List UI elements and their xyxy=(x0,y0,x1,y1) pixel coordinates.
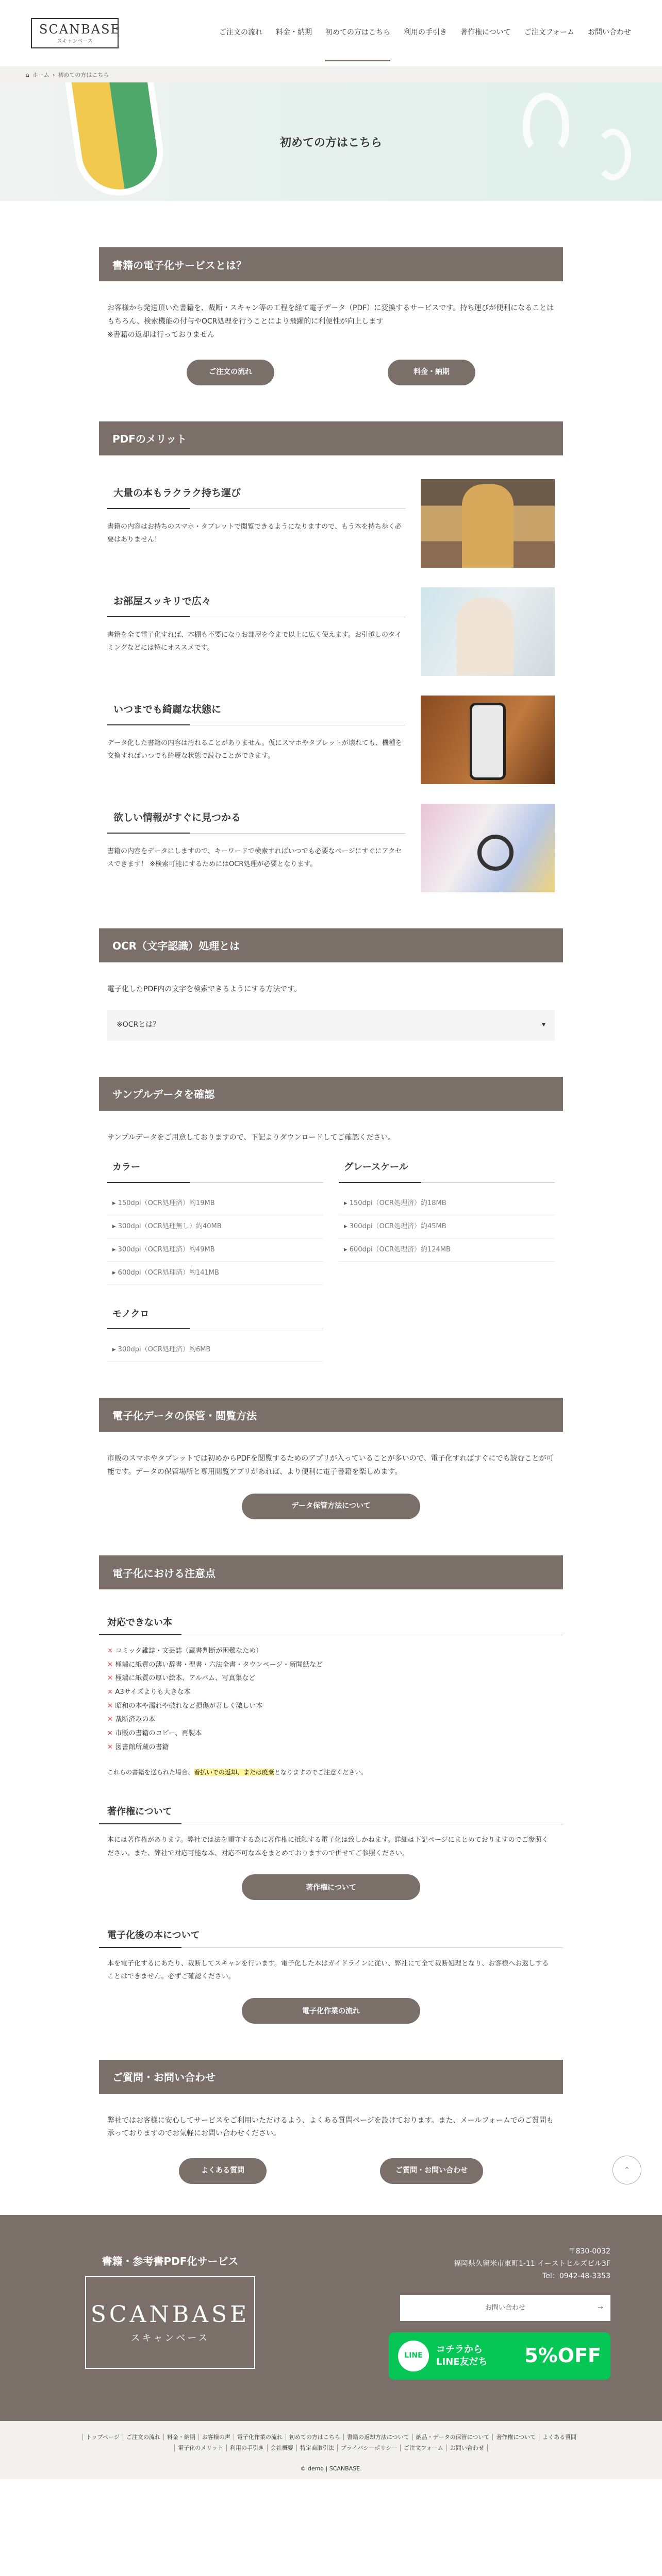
site-header xyxy=(0,0,662,67)
line-friend-banner[interactable] xyxy=(389,2332,610,2380)
logo-title: SCANBASE xyxy=(39,22,121,37)
breadcrumb-current: 初めての方はこちら xyxy=(58,72,109,78)
storage-heading: 電子化データの保管・閲覧方法 xyxy=(99,1398,563,1432)
unable-books-list xyxy=(99,1645,563,1754)
data-storage-button[interactable]: データ保管方法について xyxy=(242,1494,420,1519)
list-item: ✕ 図書館所蔵の書籍 xyxy=(107,1741,563,1755)
line-text-1: コチラから xyxy=(436,2344,483,2355)
return-warning: これらの書籍を送られた場合、着払いでの返却、または廃棄となりますのでご注意ください。 xyxy=(107,1769,368,1776)
merit-text: 書籍の内容はお持ちのスマホ・タブレットで閲覧できるようになりますので、もう本を持ち歩く必要はありません！ xyxy=(107,522,402,544)
list-item: ✕ コミック雑誌・文芸誌（蔵書判断が困難なため） xyxy=(107,1645,563,1658)
chevron-up-icon: ⌃ xyxy=(623,2165,631,2175)
download-link[interactable]: ▸ 150dpi（OCR処理済）約18MB xyxy=(339,1192,555,1215)
line-discount: 5%OFF xyxy=(524,2344,601,2367)
merit-photo-room xyxy=(421,587,555,676)
merit-text: 書籍を全て電子化すれば、本棚も不要になりお部屋を今まで以上に広く使えます。お引越しのタイミングなどには特にオススメです。 xyxy=(107,631,402,652)
merit-photo-search xyxy=(421,804,555,892)
storage-description: 市販のスマホやタブレットでは初めからPDFを閲覧するためのアプリが入っていることが多いので、電子化すればすぐにでも読むことが可能です。データの保管場所と専用閲覧アプリがあれば、より便利に電子書籍を楽しめます。 xyxy=(107,1454,554,1477)
merit-item xyxy=(107,587,555,676)
footer-contact-link[interactable] xyxy=(400,2295,610,2321)
footer-link[interactable]: 特定商取引法 xyxy=(296,2445,337,2451)
nav-price[interactable]: 料金・納期 xyxy=(275,28,312,37)
chevron-down-icon: ▾ xyxy=(541,1020,545,1029)
download-link[interactable]: ▸ 600dpi（OCR処理済）約141MB xyxy=(107,1262,323,1285)
sample-heading: サンプルデータを確認 xyxy=(99,1077,563,1111)
footer-link[interactable]: お問い合わせ xyxy=(446,2445,488,2451)
sample-color-list xyxy=(107,1192,323,1285)
footer-address: 福岡県久留米市東町1-11 イーストヒルズビル3F xyxy=(453,2260,610,2268)
nav-order-form[interactable]: ご注文フォーム xyxy=(524,28,574,37)
nav-first-time[interactable]: 初めての方はこちら xyxy=(325,5,390,61)
warning-highlight: 着払いでの返却、または廃棄 xyxy=(194,1769,275,1776)
merit-item xyxy=(107,696,555,784)
line-icon: LINE xyxy=(398,2341,429,2371)
notes-heading: 電子化における注意点 xyxy=(99,1555,563,1589)
accordion-label: ※OCRとは？ xyxy=(117,1020,160,1029)
after-digitize-description: 本を電子化するにあたり、裁断してスキャンを行います。電子化した本はガイドラインに従い、弊社にて全て裁断処理となり、お客様へお返しすることはできません。必ずご確認ください。 xyxy=(107,1959,549,1981)
download-link[interactable]: ▸ 300dpi（OCR処理済）約6MB xyxy=(107,1338,323,1362)
unable-books-heading: 対応できない本 xyxy=(99,1610,563,1635)
footer-link[interactable]: 電子化作業の流れ xyxy=(234,2434,286,2441)
list-item: ✕ 裁断済みの本 xyxy=(107,1713,563,1727)
logo-subtitle: スキャンベース xyxy=(57,39,93,44)
copyright-button[interactable]: 著作権について xyxy=(242,1874,420,1900)
ocr-section xyxy=(99,928,563,1041)
sample-mono-heading: モノクロ xyxy=(107,1306,323,1329)
footer-tel: Tel：0942-48-3353 xyxy=(542,2272,610,2280)
list-item: ✕ 市販の書籍のコピー、再製本 xyxy=(107,1727,563,1741)
footer-contact-label: お問い合わせ xyxy=(485,2303,525,2312)
footer-link[interactable]: 著作権について xyxy=(492,2434,539,2441)
footer-tagline: 書籍・参考書PDF化サービス xyxy=(102,2255,239,2268)
download-link[interactable]: ▸ 600dpi（OCR処理済）約124MB xyxy=(339,1239,555,1262)
merit-heading: いつまでも綺麗な状態に xyxy=(107,696,405,725)
sample-color-heading: カラー xyxy=(107,1159,323,1182)
ocr-heading: OCR（文字認識）処理とは xyxy=(99,928,563,962)
ocr-description: 電子化したPDF内の文字を検索できるようにする方法です。 xyxy=(107,985,302,993)
footer-links xyxy=(0,2421,662,2461)
hero-banner xyxy=(0,82,662,201)
contact-section xyxy=(99,2060,563,2184)
back-to-top-button[interactable] xyxy=(613,2156,641,2184)
service-heading: 書籍の電子化サービスとは？ xyxy=(99,247,563,281)
sample-description: サンプルデータをご用意しておりますので、下記よりダウンロードしてご確認ください。 xyxy=(107,1133,395,1142)
download-link[interactable]: ▸ 150dpi（OCR処理済）約19MB xyxy=(107,1192,323,1215)
merits-section xyxy=(99,421,563,892)
digitize-flow-button[interactable]: 電子化作業の流れ xyxy=(242,1998,420,2024)
nav-guide[interactable]: 利用の手引き xyxy=(403,28,447,37)
merit-text: データ化した書籍の内容は汚れることがありません。仮にスマホやタブレットが壊れても、機種を交換すればいつでも綺麗な状態で読むことができます。 xyxy=(107,739,402,760)
footer-link[interactable]: 書籍の返却方法について xyxy=(343,2434,412,2441)
breadcrumb-home[interactable]: ホーム xyxy=(32,72,49,78)
page-title: 初めての方はこちら xyxy=(279,136,382,149)
site-footer xyxy=(0,2215,662,2479)
faq-button[interactable]: よくある質問 xyxy=(179,2158,267,2184)
merits-heading: PDFのメリット xyxy=(99,421,563,455)
copyright: © demo | SCANBASE. xyxy=(0,2461,662,2479)
footer-link[interactable]: 会社概要 xyxy=(267,2445,296,2451)
sample-gray-heading: グレースケール xyxy=(339,1159,555,1182)
merit-photo-books xyxy=(421,479,555,568)
notes-section xyxy=(99,1555,563,2024)
footer-link[interactable]: 初めての方はこちら xyxy=(286,2434,343,2441)
sample-mono-list xyxy=(107,1338,323,1362)
service-description: お客様から発送頂いた書籍を、裁断・スキャン等の工程を経て電子データ（PDF）に変換するサービスです。持ち運びが便利になることはもちろん、検索機能の付与やOCR処理を行うことにより飛躍的に利便性が向上します xyxy=(107,304,554,326)
download-link[interactable]: ▸ 300dpi（OCR処理無し）約40MB xyxy=(107,1215,323,1239)
order-flow-button[interactable]: ご注文の流れ xyxy=(187,360,274,385)
main-content xyxy=(99,201,563,2184)
sample-gray-list xyxy=(339,1192,555,1262)
footer-zip: 〒830-0032 xyxy=(568,2247,610,2256)
footer-link[interactable]: よくある質問 xyxy=(539,2434,580,2441)
nav-copyright[interactable]: 著作権について xyxy=(460,28,511,37)
nav-order-flow[interactable]: ご注文の流れ xyxy=(219,28,262,37)
list-item: ✕ 極端に紙質の薄い辞書・聖書・六法全書・タウンページ・新聞紙など xyxy=(107,1658,563,1672)
service-section xyxy=(99,247,563,385)
merit-item xyxy=(107,804,555,892)
footer-logo-subtitle: スキャンベース xyxy=(130,2332,210,2344)
line-text-2: LINE友だち xyxy=(436,2356,488,2367)
footer-link[interactable]: プライバシーポリシー xyxy=(337,2445,400,2451)
merit-heading: お部屋スッキリで広々 xyxy=(107,587,405,617)
contact-heading: ご質問・お問い合わせ xyxy=(99,2060,563,2094)
footer-link[interactable]: 利用の手引き xyxy=(226,2445,267,2451)
after-digitize-heading: 電子化後の本について xyxy=(99,1923,563,1948)
service-note: ※書籍の返却は行っておりません xyxy=(107,330,214,339)
arrow-right-icon: → xyxy=(598,2303,603,2312)
breadcrumb xyxy=(0,67,662,82)
merit-text: 書籍の内容をデータにしますので、キーワードで検索すればいつでも必要なページにすぐにアクセスできます！ ※検索可能にするためにはOCR処理が必要となります。 xyxy=(107,847,402,869)
footer-link[interactable]: 納品・データの保管について xyxy=(412,2434,493,2441)
download-link[interactable]: ▸ 300dpi（OCR処理済）約45MB xyxy=(339,1215,555,1239)
copyright-description: 本には著作権があります。弊社では法を順守する為に著作権に抵触する電子化は致しかねます。詳細は下記ページにまとめておりますのでご参照ください。また、弊社で対応可能な本、対応不可な本をまとめておりますので併せてご参照ください。 xyxy=(107,1836,549,1857)
list-item: ✕ 昭和の本や濡れや破れなど損傷が著しく激しい本 xyxy=(107,1700,563,1714)
site-logo[interactable] xyxy=(31,18,119,48)
merit-photo-phone xyxy=(421,696,555,784)
footer-link[interactable]: ご注文フォーム xyxy=(400,2445,446,2451)
merit-item xyxy=(107,479,555,568)
global-nav xyxy=(219,5,631,61)
home-icon: ⌂ xyxy=(26,71,29,78)
copyright-heading: 著作権について xyxy=(99,1799,563,1824)
merit-heading: 大量の本もラクラク持ち運び xyxy=(107,479,405,509)
footer-logo-title: SCANBASE xyxy=(90,2301,250,2328)
footer-link[interactable]: お客様の声 xyxy=(198,2434,234,2441)
contact-description: 弊社ではお客様に安心してサービスをご利用いただけるよう、よくある質問ページを設けております。また、メールフォームでのご質問も承っておりますのでお気軽にお問い合わせください。 xyxy=(107,2116,554,2138)
sample-section xyxy=(99,1077,563,1362)
list-item: ✕ 極端に紙質の厚い絵本、アルバム、写真集など xyxy=(107,1672,563,1686)
footer-link[interactable]: ご注文の流れ xyxy=(123,2434,163,2441)
footer-link[interactable]: トップページ xyxy=(82,2434,123,2441)
storage-section xyxy=(99,1398,563,1519)
nav-contact[interactable]: お問い合わせ xyxy=(588,28,631,37)
merit-heading: 欲しい情報がすぐに見つかる xyxy=(107,804,405,834)
list-item: ✕ A3サイズよりも大きな本 xyxy=(107,1686,563,1700)
ocr-accordion[interactable] xyxy=(107,1010,555,1041)
footer-link[interactable]: 料金・納期 xyxy=(163,2434,198,2441)
price-button[interactable]: 料金・納期 xyxy=(388,360,475,385)
footer-link[interactable]: 電子化のメリット xyxy=(174,2445,226,2451)
breadcrumb-separator: › xyxy=(52,71,55,78)
footer-logo[interactable] xyxy=(85,2276,255,2369)
contact-button[interactable]: ご質問・お問い合わせ xyxy=(380,2158,483,2184)
download-link[interactable]: ▸ 300dpi（OCR処理済）約49MB xyxy=(107,1239,323,1262)
